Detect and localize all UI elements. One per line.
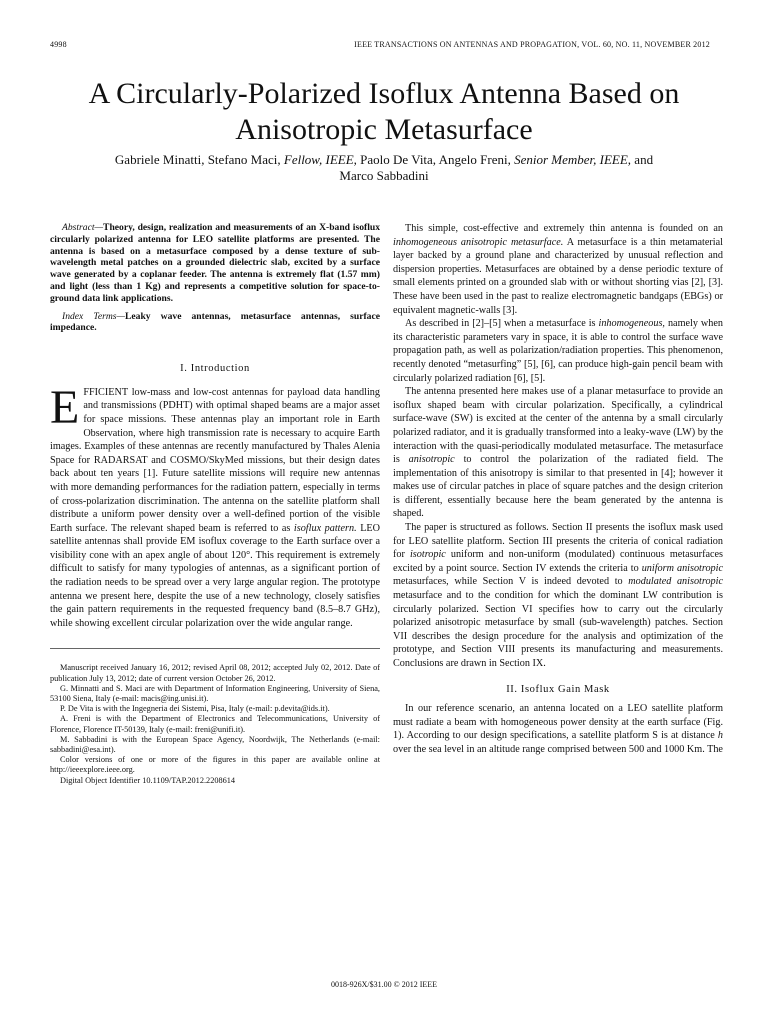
- emphasis: isotropic: [409, 549, 446, 561]
- index-terms-text: Leaky wave antennas, metasurface antennas, surface impedance.: [50, 310, 380, 334]
- section-heading-isoflux-gain-mask: II. Isoflux Gain Mask: [506, 683, 610, 695]
- drop-cap: E: [50, 380, 80, 434]
- author-name: Marco Sabbadini: [339, 168, 429, 183]
- left-column: [50, 222, 380, 786]
- text-run: metasurfaces, while Section V is indeed devoted to: [393, 576, 629, 588]
- text-run: In our reference scenario, an antenna located on a LEO satellite platform must radiate a beam with homogeneous power density at the earth surface (Fig. 1). According to our design specifications, a satellite platform S is at distance: [393, 703, 723, 742]
- doi: Digital Object Identifier 10.1109/TAP.2012.2208614: [60, 775, 236, 785]
- text-run: to control the polarization of the radiated field. The implementation of this anisotropy is similar to that presented in [4]; however it makes use of circular patches in place of square patches and the design criterion is different, essentially because here the beam generated by the antenna is shaped.: [393, 454, 723, 520]
- author-conjunction: and: [634, 152, 654, 167]
- footnote: Manuscript received January 16, 2012; revised April 08, 2012; accepted July 02, 2012. Date of publication July 13, 2012; date of current version October 26, 2012.: [50, 663, 380, 683]
- footnote: M. Sabbadini is with the European Space Agency, Noordwijk, The Netherlands (e-mail: sabbadini@esa.int).: [50, 734, 380, 755]
- author-membership: Senior Member, IEEE,: [514, 152, 632, 167]
- text-run: A metasurface is a thin metamaterial layer backed by a ground plane and characterized by unusual reflection and dispersion properties. Metasurfaces are obtained by a dense periodic texture of small elements printed on a grounded slab with or without shorting vias [2], [3]. These have been used in the past to realize electromagnetic bandgaps (EBGs) or equivalent magnetic-walls [3].: [393, 236, 723, 316]
- index-terms-label: Index Terms—: [62, 310, 126, 322]
- emphasis: modulated anisotropic: [628, 576, 723, 588]
- footnote: Color versions of one or more of the figures in this paper are available online at http://ieeexplore.ieee.org.: [50, 755, 380, 775]
- intro-text-continued: LEO satellite antennas shall provide EM isoflux coverage to the Earth surface over a visibility cone with an apex angle of about 120°. This requirement is extremely difficult to satisfy for many typologies of antennas, as a significant portion of the radiation needs to be spread over a very large angular region. The prototype antenna we present here, despite the use of a new technology, closely satisfies the gain pattern requirements in the requested frequency band (8.5–8.7 GHz), while showing excellent circular polarization over the wide angular range.: [50, 522, 381, 629]
- emphasis: inhomogeneous anisotropic metasurface.: [393, 236, 564, 248]
- text-run: The paper is structured as follows. Section II presents the isoflux mask used for LEO satellite platform. Section III presents the criteria of conical radiation for: [393, 522, 723, 561]
- text-run: namely when its characteristic parameters vary in space, it is able to control the surface wave propagation path, as well as polarization/radiation properties. This phenomenon, recently denoted “metasurfing” [5], [6], can produce high-gain pencil beam with circularly polarized radiation [6], [5].: [393, 318, 723, 384]
- body-paragraph: [393, 222, 723, 317]
- author-name: Paolo De Vita,: [360, 152, 437, 167]
- footnotes: [50, 663, 380, 785]
- index-terms: [50, 311, 380, 335]
- abstract-text: Theory, design, realization and measurements of an X-band isoflux circularly polarized antenna for LEO satellite platforms are presented. The antenna is based on a metasurface composed by a dense texture of sub-wavelength metal patches on a grounded dielectric slab, excited by a surface wave generated by a coplanar feeder. The antenna is extremely flat (1.57 mm) and light (less than 1 Kg) and represents a competitive solution for space-to-ground data link applications.: [50, 222, 380, 304]
- intro-first-word: FFICIENT: [83, 386, 128, 398]
- intro-paragraph: [50, 380, 381, 631]
- text-run: The antenna presented here makes use of a planar metasurface to provide an isoflux shaped beam with circular polarization. Specifically, a cylindrical surface-wave (SW) is excited at the center of the antenna by a small circularly polarized radiator, and it is gradually transformed into a leaky-wave (LW) by the interaction with the quasi-periodically modulated metasurface. The metasurface is: [393, 386, 723, 466]
- emphasis: inhomogeneous,: [598, 318, 665, 330]
- abstract: [50, 222, 380, 305]
- body-paragraph: [393, 385, 723, 521]
- page-number: 4998: [50, 40, 67, 49]
- intro-text: low-mass and low-cost antennas for payload data handling and transmissions (PDHT) with optimal shaped beams are a major asset for space missions. These antennas play an important role in Earth Observation, where high transmission rate is necessary to acquire Earth images. Examples of these antennas are recently manufactured by Thales Alenia Space for RADARSAT and COSMO/SkyMed missions, but their design dates back about ten years [1]. Future satellite missions will require new antennas with more demanding performances for the radiation pattern, especially in terms of cross-polarization discrimination. The antenna on the satellite platform shall distribute a uniform power density over a well-defined portion of the visible Earth surface. The relevant shaped beam is referred to as: [50, 386, 380, 534]
- text-run: over the sea level in an altitude range comprised between 500 and 1000 Km. The: [393, 743, 723, 755]
- author-name: Stefano Maci,: [207, 152, 281, 167]
- emphasis: uniform anisotropic: [641, 562, 724, 574]
- body-paragraph: [393, 702, 723, 756]
- paper-title: A Circularly-Polarized Isoflux Antenna Based on Anisotropic Metasurface: [88, 77, 680, 146]
- abstract-label: Abstract—: [62, 222, 104, 233]
- footnote: A. Freni is with the Department of Electronics and Telecommunications, University of Florence, Florence IT-50139, Italy (e-mail: freni@unifi.it).: [50, 714, 380, 734]
- text-run: This simple, cost-effective and extremely thin antenna is founded on an: [405, 223, 723, 234]
- footnote: P. De Vita is with the Ingegneria dei Sistemi, Pisa, Italy (e-mail: p.devita@ids.it).: [60, 704, 330, 714]
- author-membership: Fellow, IEEE,: [283, 152, 357, 167]
- author-name: Gabriele Minatti,: [114, 152, 205, 167]
- author-list: [70, 152, 698, 184]
- intro-emphasis: isoflux pattern.: [293, 522, 357, 534]
- section-heading-introduction: I. Introduction: [180, 363, 250, 375]
- body-paragraph: [393, 521, 723, 671]
- text-run: uniform and non-uniform (modulated) continuous metasurfaces excited by a point source. Section IV extends the criteria to: [393, 549, 723, 574]
- copyright-footer: 0018-926X/$31.00 © 2012 IEEE: [330, 980, 438, 989]
- text-run: As described in [2]–[5] when a metasurface is: [405, 318, 599, 330]
- right-column: [393, 222, 723, 757]
- text-run: metasurface and to the condition for which the dominant LW contribution is circularly polarized. Section VI specifies how to carry out the circularly polarized anisotropic metasurface by small (sub-wavelength) patches. Section VII describes the design procedure for the analysis and optimization of the prototype, and Section VIII presents its manufacturing and measurements. Conclusions are drawn in Section IX.: [393, 590, 723, 669]
- author-name: Angelo Freni,: [438, 152, 511, 167]
- footnote: G. Minnatti and S. Maci are with Department of Information Engineering, University of Siena, 53100 Siena, Italy (e-mail: macis@ing.unisi.it).: [50, 683, 380, 704]
- emphasis: h: [717, 730, 723, 742]
- footnote-rule: [50, 648, 380, 649]
- journal-header: IEEE TRANSACTIONS ON ANTENNAS AND PROPAGATION, VOL. 60, NO. 11, NOVEMBER 2012: [354, 40, 710, 49]
- body-paragraph: [393, 317, 723, 385]
- emphasis: anisotropic: [408, 454, 455, 466]
